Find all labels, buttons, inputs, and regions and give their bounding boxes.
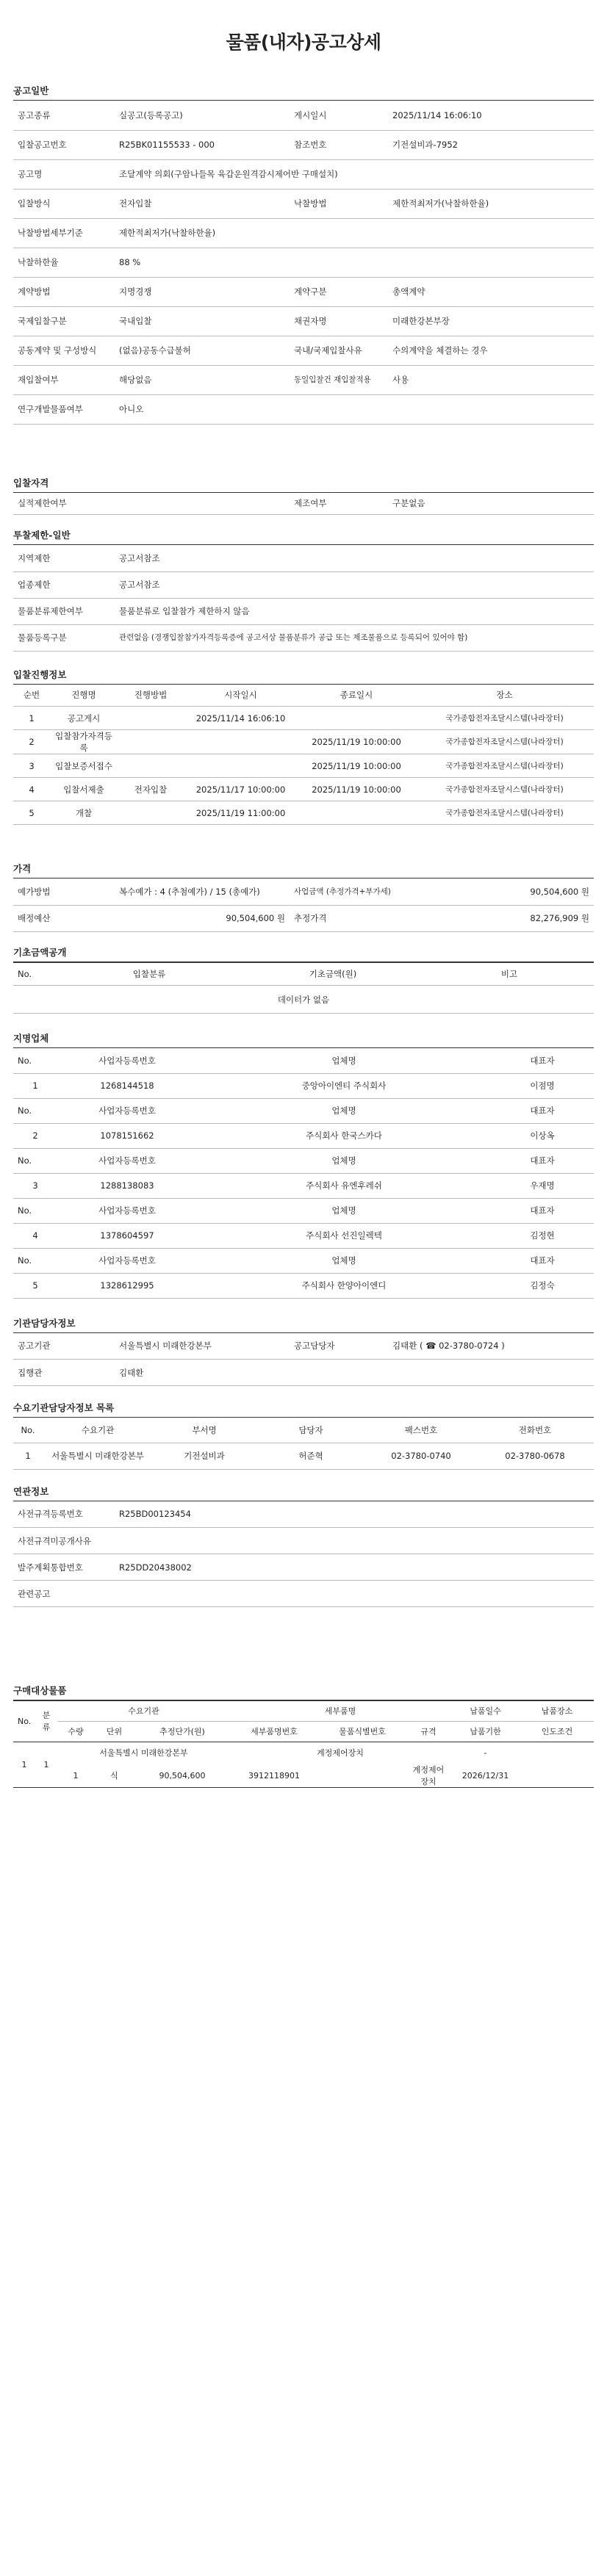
limits-section [13,528,594,652]
manager-value: 김태환 ( ☎ 02-3780-0724 ) [392,1341,505,1352]
related-row [13,1528,594,1554]
designated-cell: 우재명 [530,1180,555,1191]
designated-header: 대표자 [530,1105,555,1116]
designated-row [13,1273,594,1298]
purchase-h-place: 납품장소 [541,1706,573,1717]
progress-cell [118,754,184,778]
general-value: 해당없음 [119,375,152,385]
designated-header: No. [18,1255,32,1266]
designated-header-row [13,1098,594,1123]
purchase-qty: 1 [73,1770,79,1781]
demand-contact-table [13,1418,594,1470]
designated-cell: 중앙아이엔티 주식회사 [301,1080,387,1091]
designated-section [13,1031,594,1299]
price-section [13,862,594,932]
general-value: 기전설비과-7952 [392,140,458,150]
agency-value: 서울특별시 미래한강본부 [119,1341,212,1352]
designated-header: 사업자등록번호 [98,1055,156,1066]
designated-cell: 1268144518 [100,1080,154,1091]
purchase-idno [318,1764,406,1788]
purchase-place [520,1742,594,1764]
general-label: 동일입찰건 재입찰적용 [294,375,371,384]
budget-label: 배정예산 [18,913,51,923]
general-label: 입찰방식 [18,198,51,209]
base-amount-section-title: 기초금액공개 [13,946,67,958]
progress-cell: 전자입찰 [134,784,168,795]
designated-header: 사업자등록번호 [98,1205,156,1216]
price-section-title: 가격 [13,862,594,878]
mfg-label: 제조여부 [294,498,327,509]
empty-message: 데이터가 없음 [277,994,330,1005]
general-label: 계약구분 [294,286,327,297]
purchase-section-title: 구매대상물품 [13,1685,67,1696]
general-label: 재입찰여부 [18,375,59,385]
general-value: 미래한강본부장 [392,316,450,326]
general-label: 연구개발물품여부 [18,404,83,414]
designated-header: 대표자 [530,1255,555,1266]
demand-cell: 02-3780-0678 [505,1451,565,1461]
general-value [388,218,594,248]
designated-cell: 주식회사 선진일렉텍 [306,1230,382,1241]
purchase-table [13,1700,594,1788]
progress-header: 진행명 [71,690,96,701]
executor-value: 김태환 [119,1367,144,1378]
progress-header: 장소 [496,690,513,701]
related-label: 사전규격미공개사유 [18,1535,91,1546]
page-title: 물품(내자)공고상세 [226,32,381,53]
progress-cell: 2025/11/19 10:00:00 [312,760,401,771]
progress-cell: 3 [29,760,35,771]
general-row [13,306,594,336]
purchase-due: 2026/12/31 [461,1770,509,1781]
progress-cell [298,707,415,730]
progress-cell: 입찰참가자격등록 [55,731,112,753]
demand-cell: 기전설비과 [184,1451,225,1461]
project-amount-label: 사업금액 (추정가격+부가세) [294,887,391,896]
purchase-terms [520,1764,594,1788]
designated-cell: 4 [32,1230,38,1241]
purchase-h-agency: 수요기관 [128,1706,159,1717]
purchase-itemno: 3912118901 [248,1770,300,1781]
designated-header: 업체명 [331,1055,356,1066]
related-table [13,1501,594,1608]
page [13,0,594,1788]
general-section [13,84,594,425]
general-label: 계약방법 [18,286,51,297]
demand-contact-section [13,1401,594,1470]
general-label: 공고명 [18,169,43,179]
designated-table [13,1048,594,1299]
designated-cell: 주식회사 한국스카다 [306,1130,382,1141]
price-method-value: 복수예가 : 4 (추첨예가) / 15 (총예가) [119,886,260,897]
executor-label: 집행관 [18,1367,43,1378]
related-row [13,1501,594,1528]
general-value: 지명경쟁 [119,286,152,297]
general-label: 입찰공고번호 [18,140,67,150]
designated-header: 업체명 [331,1205,356,1216]
designated-header: 대표자 [530,1155,555,1166]
related-value: R25BD00123454 [119,1509,191,1520]
progress-table [13,685,594,826]
price-table [13,878,594,932]
limit-row [13,545,594,571]
base-amount-header: No. [18,968,32,979]
general-value: 아니오 [119,404,144,414]
designated-cell: 3 [32,1180,38,1191]
progress-cell [118,801,184,825]
budget-value: 90,504,600 원 [226,913,285,923]
project-amount-value: 90,504,600 원 [530,886,589,897]
progress-cell: 공고게시 [67,712,101,724]
limit-label: 업종제한 [18,580,51,590]
progress-cell [298,801,415,825]
purchase-agency: 서울특별시 미래한강본부 [99,1748,188,1758]
designated-header: 사업자등록번호 [98,1255,156,1266]
progress-cell: 국가종합전자조달시스템(나라장터) [445,808,564,818]
purchase-spec: 계정제어장치 [412,1765,445,1786]
progress-cell: 입찰서제출 [63,784,104,795]
related-label: 발주계획통합번호 [18,1562,83,1573]
estimated-price-label: 추정가격 [294,913,327,923]
general-label: 채권자명 [294,316,327,326]
progress-header: 종료일시 [340,690,373,701]
progress-row [13,730,594,754]
purchase-item: 계정제어장치 [317,1748,364,1758]
qualification-section-title: 입찰자격 [13,476,594,493]
general-label: 낙찰하한율 [18,257,59,267]
designated-header: No. [18,1155,32,1166]
general-row [13,101,594,130]
purchase-h-idno: 물품식별번호 [339,1727,386,1736]
purchase-h-item: 세부품명 [324,1706,356,1717]
designated-header: 대표자 [530,1055,555,1066]
purchase-h-terms: 인도조건 [541,1727,573,1736]
base-amount-header: 비고 [500,968,518,979]
progress-row [13,778,594,801]
general-value: 제한적최저가(낙찰하한율) [119,228,216,238]
agency-contact-table [13,1333,594,1387]
progress-cell [118,730,184,754]
demand-contact-title: 수요기관담당자정보 목록 [13,1401,594,1418]
general-label [290,248,388,277]
designated-header: No. [18,1055,32,1066]
progress-cell: 2025/11/19 10:00:00 [312,784,401,795]
limit-value: 관련없음 (경쟁입찰참가자격등록증에 공고서상 물품분류가 공급 또는 제조물품으로 등록되어 있어야 함) [119,633,468,642]
limits-table [13,545,594,652]
general-row [13,189,594,218]
progress-row [13,707,594,730]
general-row [13,218,594,248]
agency-contact-section [13,1316,594,1387]
progress-cell: 입찰보증서접수 [55,760,112,771]
designated-header: 사업자등록번호 [98,1155,156,1166]
general-section-title: 공고일반 [13,84,594,101]
progress-cell: 국가종합전자조달시스템(나라장터) [445,761,564,771]
general-value: 전자입찰 [119,198,152,209]
progress-cell: 2025/11/14 16:06:10 [195,712,286,724]
designated-header: 업체명 [331,1255,356,1266]
designated-cell: 1 [32,1080,38,1091]
progress-cell: 국가종합전자조달시스템(나라장터) [445,713,564,723]
general-value [388,394,594,424]
related-value: R25DD20438002 [119,1562,192,1573]
progress-header: 진행방법 [134,690,168,701]
purchase-section [13,1684,594,1788]
related-row [13,1581,594,1607]
progress-row [13,801,594,825]
designated-cell: 1078151662 [100,1130,154,1141]
designated-cell: 김정현 [530,1230,555,1241]
general-label: 참조번호 [294,140,327,150]
general-value: 수의계약을 체결하는 경우 [392,345,488,356]
general-label: 낙찰방법 [294,198,327,209]
general-value: 총액계약 [392,286,425,297]
purchase-h-due: 납품기한 [470,1727,501,1736]
general-table [13,101,594,425]
purchase-h-spec: 규격 [420,1727,437,1736]
general-value: 2025/11/14 16:06:10 [392,109,482,120]
general-label: 국제입찰구분 [18,316,67,326]
limit-value: 공고서참조 [119,552,160,563]
base-amount-table [13,962,594,1014]
related-section-title: 연관정보 [13,1484,594,1501]
progress-cell: 1 [29,712,35,724]
demand-header: 부서명 [192,1424,217,1435]
base-amount-section [13,945,594,1014]
progress-cell: 4 [29,784,35,795]
limits-section-title: 투찰제한-일반 [13,528,594,545]
limit-label: 물품분류제한여부 [18,606,83,616]
general-label: 공고종류 [18,109,51,120]
demand-cell: 1 [25,1451,31,1461]
general-row [13,365,594,394]
purchase-price: 90,504,600 [159,1770,206,1781]
designated-row [13,1173,594,1198]
designated-cell: 2 [32,1130,38,1141]
designated-cell: 1378604597 [100,1230,154,1241]
qualification-table [13,493,594,516]
limit-value: 공고서참조 [119,580,160,590]
progress-header: 시작일시 [224,690,257,701]
general-value: (없음)공동수급불허 [119,345,191,356]
general-value: 조달계약 의회(구암나들목 육갑운원격감시제어반 구매설치) [119,169,338,179]
general-row [13,394,594,424]
purchase-days: - [484,1747,487,1758]
general-label: 국내/국제입찰사유 [294,345,362,356]
general-row [13,159,594,189]
general-label [290,218,388,248]
general-label: 낙찰방법세부기준 [18,228,83,238]
qualification-section [13,476,594,516]
limit-row [13,624,594,651]
purchase-no: 1 [13,1742,35,1788]
demand-header: 전화번호 [518,1424,552,1435]
designated-cell: 1328612995 [100,1280,154,1291]
demand-header: 담당자 [298,1424,323,1435]
purchase-unit: 식 [110,1771,118,1781]
progress-cell: 2 [29,737,35,747]
designated-header: 업체명 [331,1155,356,1166]
designated-cell: 주식회사 유엔후레쉬 [306,1180,382,1191]
progress-section [13,668,594,826]
related-value [115,1528,594,1554]
designated-cell: 이점명 [530,1080,555,1091]
base-amount-header: 기초금액(원) [309,968,357,979]
purchase-h-itemno: 세부품명번호 [251,1727,298,1736]
perf-limit-label: 실적제한여부 [18,498,67,509]
related-section [13,1484,594,1608]
related-row [13,1554,594,1581]
designated-row [13,1073,594,1098]
general-value: 88 % [119,257,141,267]
designated-cell: 김정숙 [530,1280,555,1291]
designated-header-row [13,1048,594,1073]
general-value: 제한적최저가(낙찰하한율) [392,198,489,209]
progress-section-title: 입찰진행정보 [13,668,594,685]
purchase-h-qty: 수량 [68,1727,84,1736]
designated-cell: 이상옥 [530,1130,555,1141]
limit-row [13,571,594,598]
demand-cell: 02-3780-0740 [391,1451,451,1461]
designated-cell: 주식회사 한양아이엔디 [301,1280,387,1291]
limit-label: 물품등록구분 [18,632,67,643]
progress-cell: 2025/11/19 11:00:00 [195,807,286,818]
progress-cell: 국가종합전자조달시스템(나라장터) [445,737,564,746]
agency-contact-title: 기관담당자정보 [13,1316,594,1333]
related-label: 사전규격등록번호 [18,1509,83,1520]
designated-cell: 1288138083 [100,1180,154,1191]
purchase-class: 1 [35,1742,57,1788]
designated-header-row [13,1198,594,1223]
designated-header: 업체명 [331,1105,356,1116]
progress-cell: 2025/11/19 10:00:00 [312,737,401,747]
agency-label: 공고기관 [18,1341,51,1352]
progress-cell [184,730,298,754]
progress-cell [184,754,298,778]
designated-header: No. [18,1105,32,1116]
general-label: 공동계약 및 구성방식 [18,345,97,356]
purchase-h-price: 추정단가(원) [159,1727,205,1736]
demand-cell: 서울특별시 미래한강본부 [51,1451,144,1461]
progress-cell: 2025/11/17 10:00:00 [195,784,286,795]
limit-label: 지역제한 [18,552,51,563]
general-value: R25BK01155533 - 000 [119,140,215,150]
limit-value: 물품분류로 입찰참가 제한하지 않음 [119,606,250,616]
estimated-price-value: 82,276,909 원 [530,913,589,923]
designated-header-row [13,1148,594,1173]
price-method-label: 예가방법 [18,886,51,897]
general-value: 국내입찰 [119,316,152,326]
designated-header-row [13,1248,594,1273]
general-row [13,130,594,159]
related-label: 관련공고 [18,1588,51,1599]
designated-header: 사업자등록번호 [98,1105,156,1116]
progress-cell: 5 [29,807,35,818]
purchase-h-class: 분류 [42,1711,51,1733]
general-label: 게시일시 [294,109,327,120]
progress-cell: 국가종합전자조달시스템(나라장터) [445,784,564,794]
demand-header: 수요기관 [81,1424,115,1435]
demand-header: 팩스번호 [404,1424,438,1435]
purchase-h-unit: 단위 [106,1727,123,1736]
purchase-h-days: 납품일수 [470,1706,501,1717]
progress-header: 순번 [23,690,40,701]
demand-header: No. [21,1424,35,1435]
purchase-h-no: No. [18,1716,32,1726]
progress-row [13,754,594,778]
demand-cell: 허준혁 [298,1451,323,1461]
designated-header: No. [18,1205,32,1216]
related-value [115,1581,594,1607]
general-value: 사용 [392,375,409,385]
general-row [13,277,594,306]
manager-label: 공고담당자 [294,1341,335,1352]
base-amount-header: 입찰분류 [132,968,166,979]
designated-section-title: 지명업체 [13,1031,594,1048]
progress-cell [118,707,184,730]
designated-row [13,1223,594,1248]
limit-row [13,598,594,624]
mfg-value: 구분없음 [392,498,425,509]
general-label [290,394,388,424]
designated-header: 대표자 [530,1205,555,1216]
general-value [388,248,594,277]
designated-cell: 5 [32,1280,38,1291]
designated-row [13,1123,594,1148]
general-row [13,336,594,365]
progress-cell: 개찰 [75,807,93,818]
general-value: 실공고(등록공고) [119,109,183,120]
general-row [13,248,594,277]
